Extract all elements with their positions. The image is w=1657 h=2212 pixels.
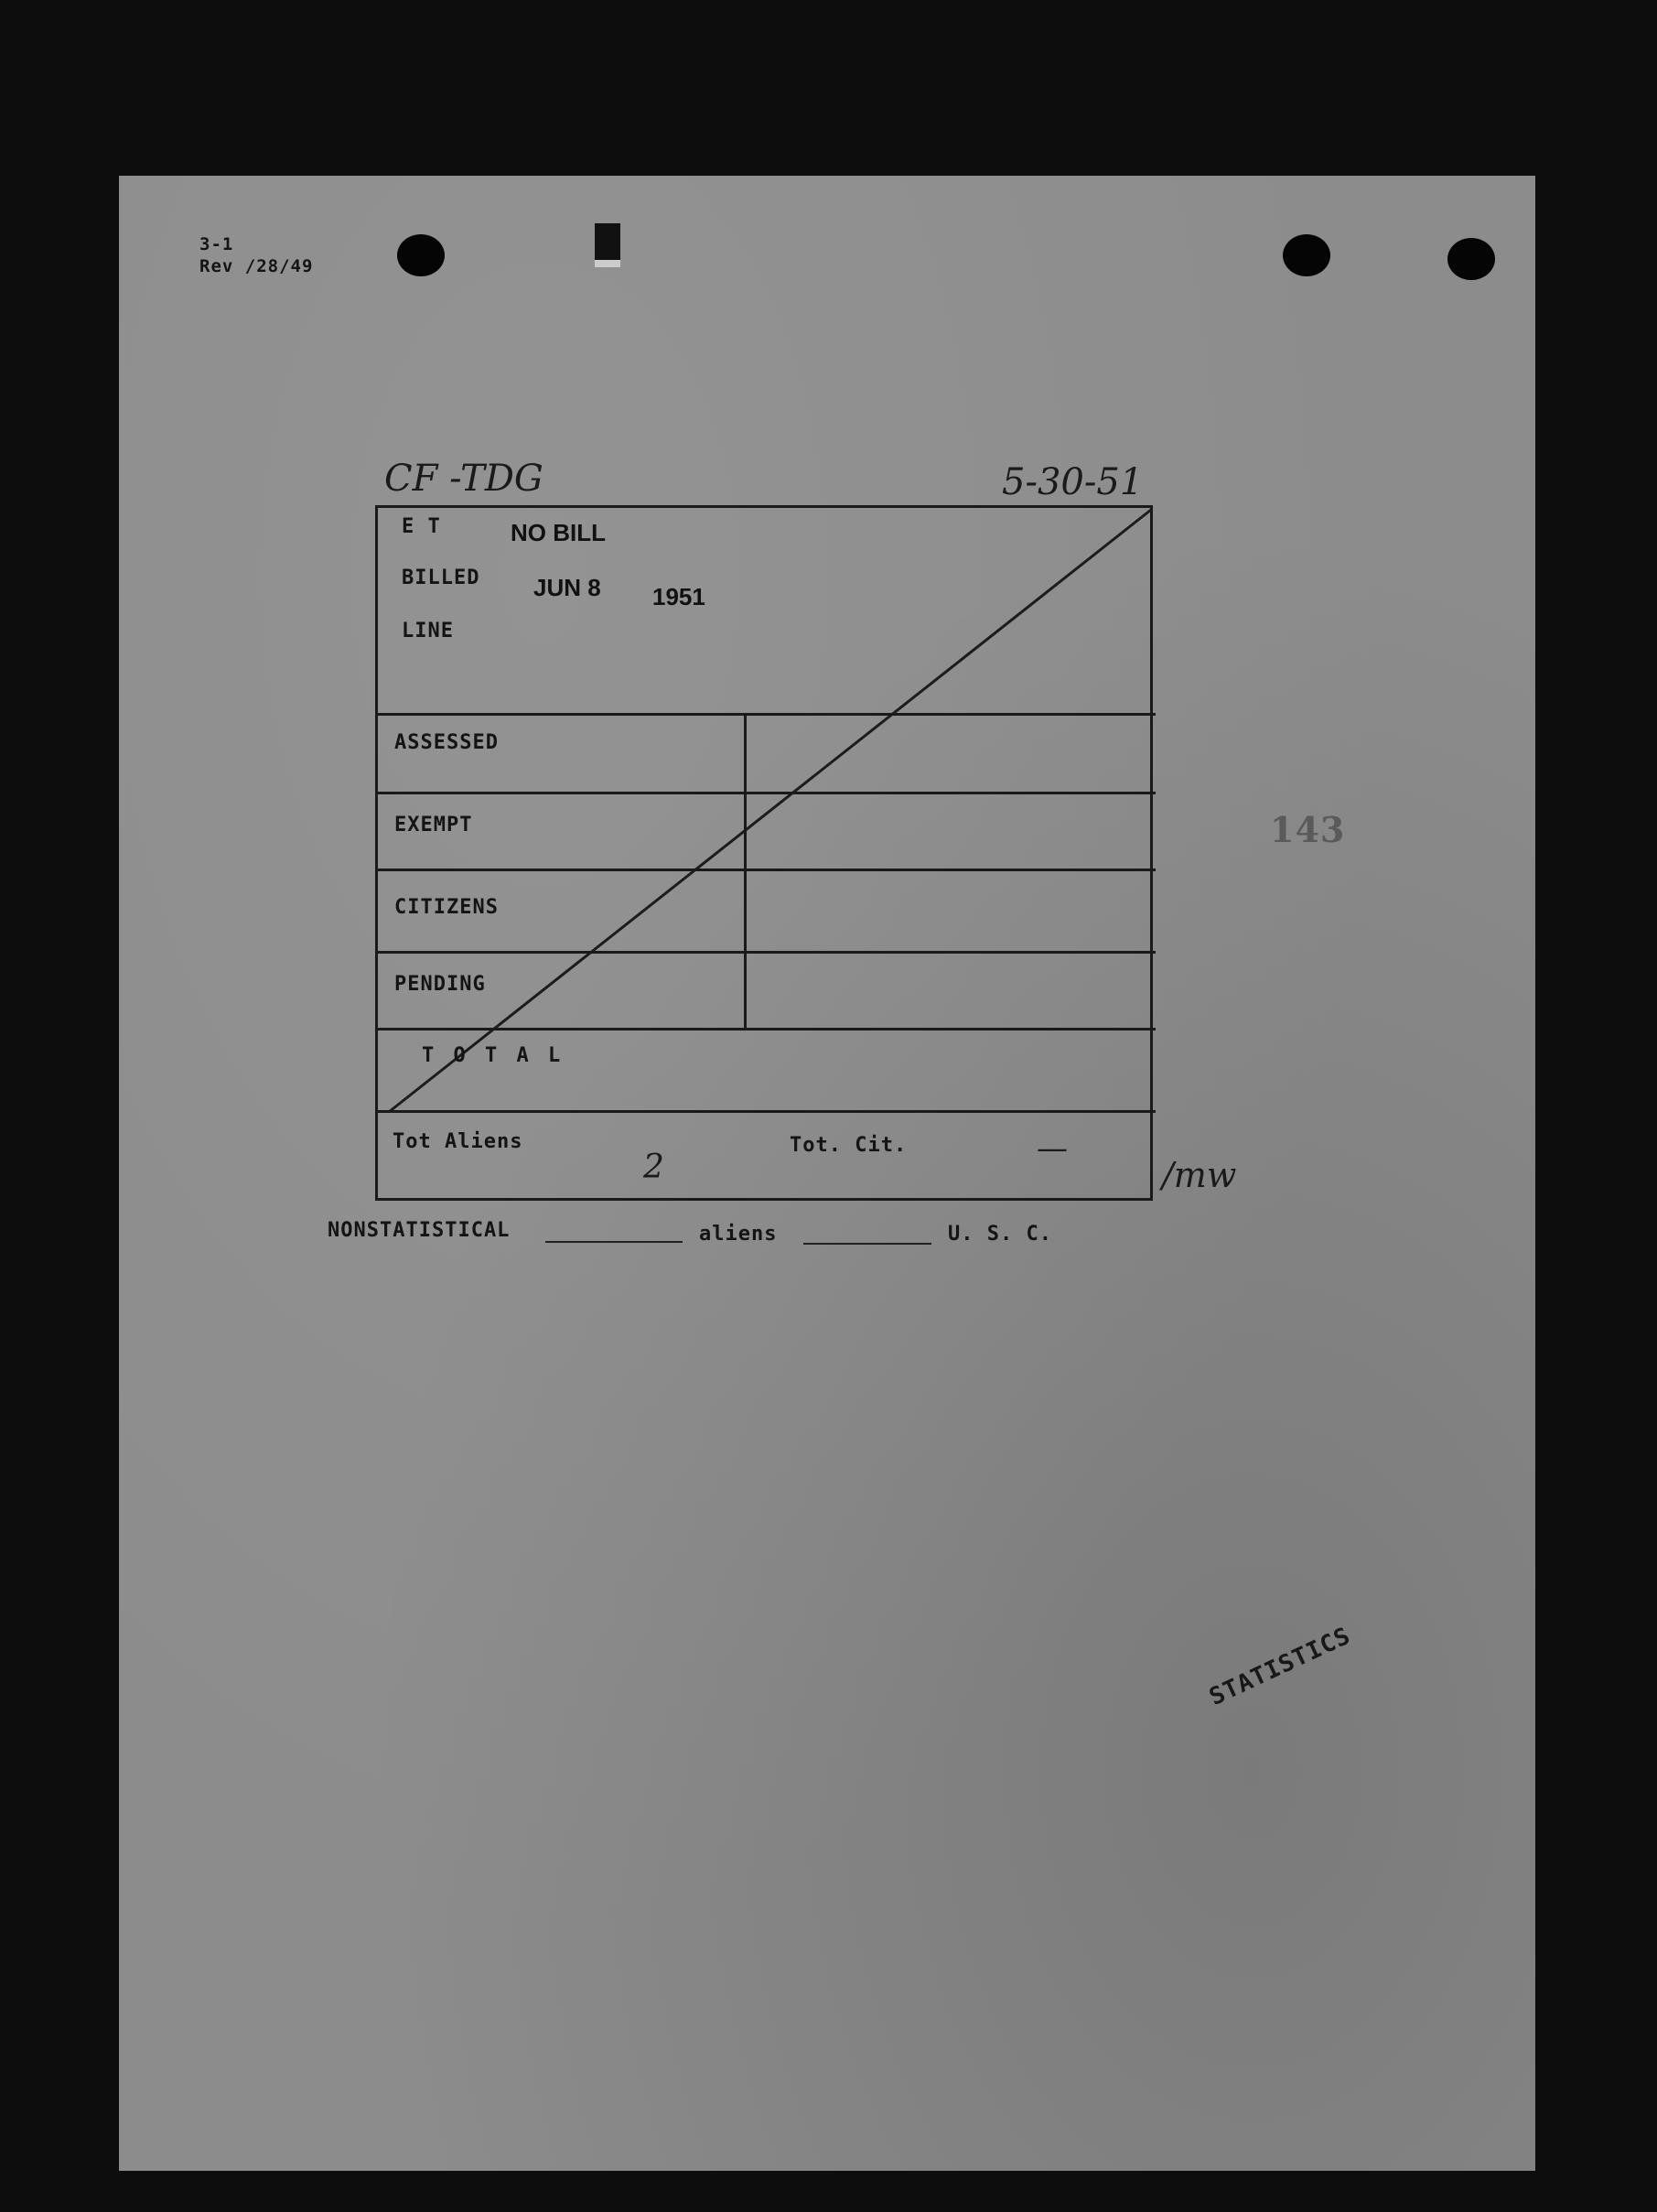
punch-hole-right-1 bbox=[1283, 234, 1330, 276]
label-aliens: aliens bbox=[699, 1223, 778, 1246]
label-line: LINE bbox=[402, 620, 454, 642]
label-nonstatistical: NONSTATISTICAL bbox=[328, 1219, 511, 1242]
staple-mark bbox=[595, 223, 620, 267]
punch-hole-right-2 bbox=[1447, 238, 1495, 280]
tally-form bbox=[375, 505, 1153, 1201]
blank-line-usc bbox=[803, 1243, 931, 1245]
column-divider bbox=[744, 713, 747, 1028]
label-tot-aliens: Tot Aliens bbox=[393, 1130, 523, 1153]
label-assessed: ASSESSED bbox=[394, 731, 499, 754]
side-page-number: 143 bbox=[1270, 809, 1346, 850]
divider bbox=[378, 869, 1156, 871]
label-total: T O T A L bbox=[422, 1044, 565, 1067]
diagonal-cancel-line bbox=[378, 508, 1156, 1203]
divider bbox=[378, 1110, 1156, 1113]
divider bbox=[378, 792, 1156, 794]
stamp-year: 1951 bbox=[652, 583, 705, 610]
handwritten-tot-aliens: 2 bbox=[643, 1149, 664, 1186]
divider bbox=[378, 713, 1156, 716]
statistics-stamp: STATISTICS bbox=[1205, 1622, 1355, 1711]
label-tot-cit: Tot. Cit. bbox=[790, 1134, 908, 1157]
divider bbox=[378, 951, 1156, 954]
stamp-no-bill: NO BILL bbox=[511, 519, 606, 546]
handwritten-tot-cit: — bbox=[1037, 1130, 1068, 1167]
label-citizens: CITIZENS bbox=[394, 896, 499, 919]
blank-line-aliens bbox=[545, 1241, 683, 1243]
handwritten-code: CF -TDG bbox=[384, 458, 543, 500]
form-revision: Rev /28/49 bbox=[199, 256, 314, 276]
label-exempt: EXEMPT bbox=[394, 814, 473, 836]
label-et: E T bbox=[402, 515, 441, 538]
document-page bbox=[119, 176, 1535, 2171]
punch-hole-left bbox=[397, 234, 445, 276]
form-number: 3-1 bbox=[199, 234, 234, 254]
divider bbox=[378, 1028, 1156, 1030]
handwritten-date: 5-30-51 bbox=[1002, 461, 1144, 503]
label-billed: BILLED bbox=[402, 566, 480, 589]
handwritten-initials: /mw bbox=[1162, 1155, 1237, 1195]
stamp-date: JUN 8 bbox=[533, 574, 601, 601]
label-pending: PENDING bbox=[394, 973, 486, 996]
label-usc: U. S. C. bbox=[948, 1223, 1052, 1246]
